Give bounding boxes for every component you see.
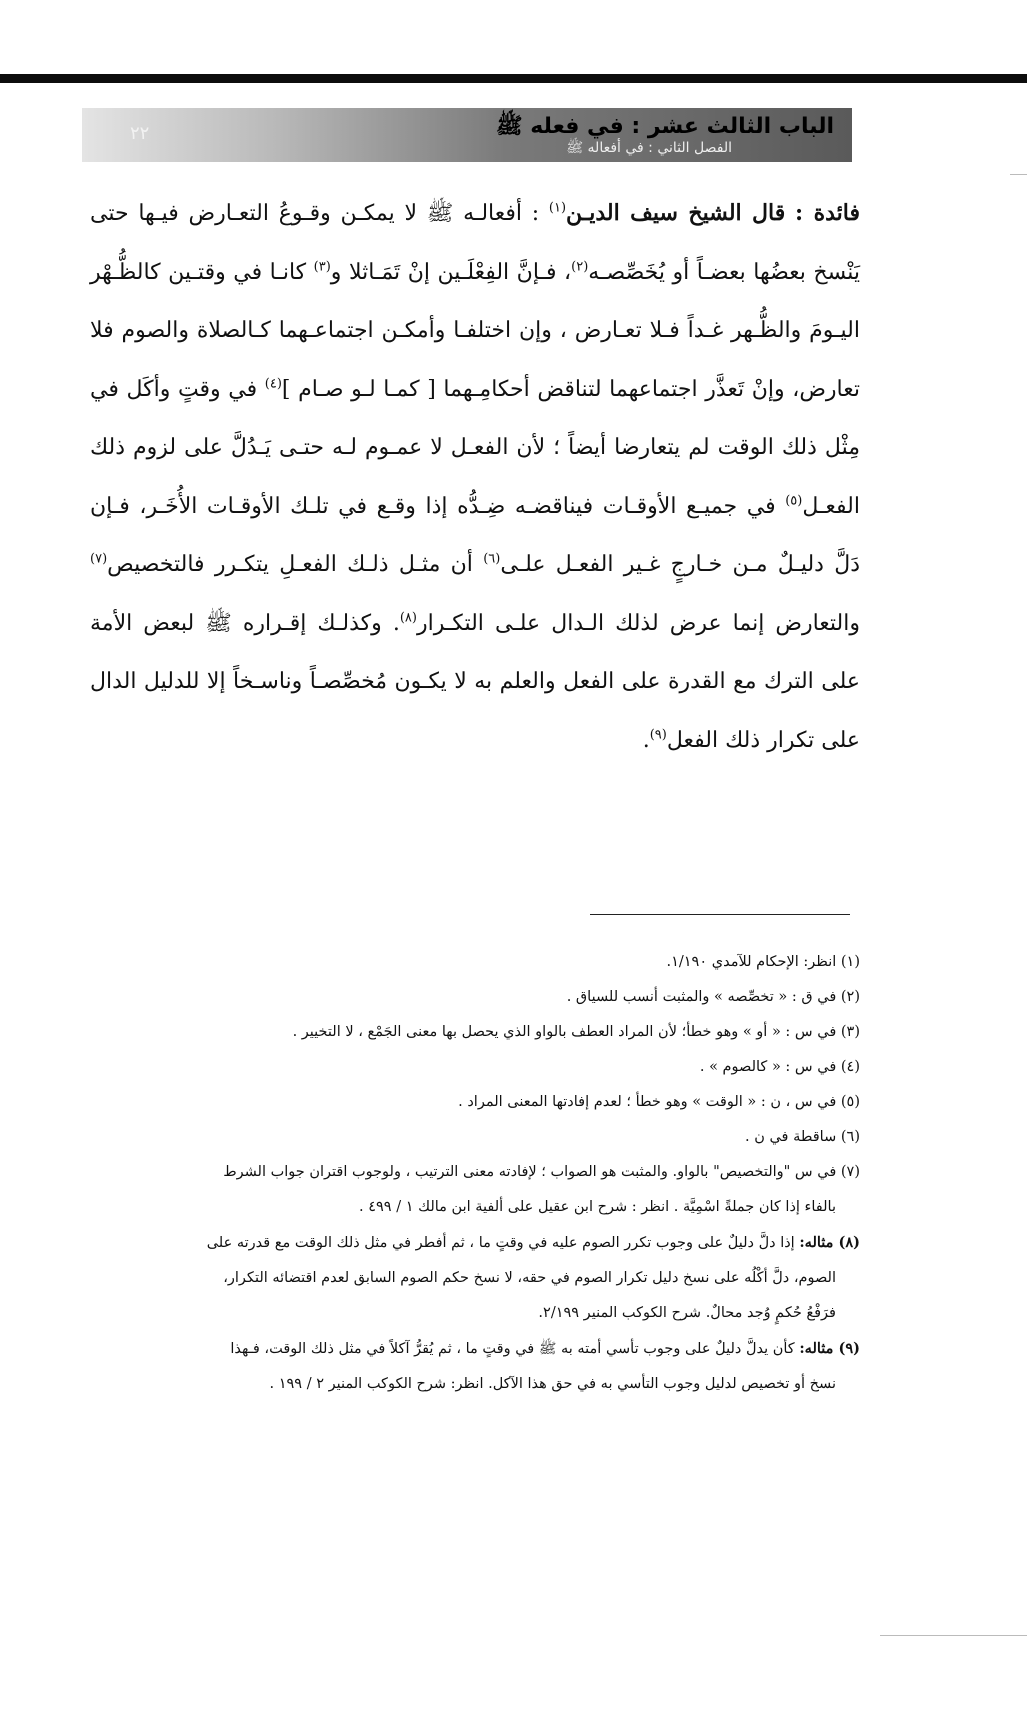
footnote-line: نسخ أو تخصيص لدليل وجوب التأسي به في حق هذا الآكل. انظر: شرح الكوكب المنير ٢ / ١٩٩ .: [269, 1376, 836, 1392]
chapter-title: الباب الثالث عشر : في فعله ﷺ: [496, 114, 834, 139]
footnote-ref: (٦): [483, 551, 501, 567]
footnote-ref: (٢): [571, 259, 589, 275]
footnote-line: الصوم، دلَّ أكْلُه على نسخ دليل تكرار الصوم في حقه، لا نسخ حكم الصوم السابق لعدم اقتضائه التكرار،: [223, 1270, 836, 1286]
footnote-2: (٢) في ق : « تخصِّصه » والمثبت أنسب للسياق .: [566, 989, 860, 1005]
footnote-label: (٨) مثاله:: [799, 1234, 860, 1251]
footnote-6: (٦) ساقطة في ن .: [744, 1129, 860, 1145]
footnote-ref: (٨): [399, 610, 417, 626]
footnote-ref: (٧): [90, 551, 108, 567]
footnote-ref: (٩): [649, 727, 667, 743]
text-run: : أفعالـه ﷺ لا يمكـن وقـوعُ التعـارض فيـها حتى يَنْسخ بعضُها بعضـاً أو يُخَصِّصـه: [90, 201, 861, 285]
running-header: [82, 108, 852, 162]
text-run: .: [642, 727, 650, 753]
section-title: الفصل الثاني : في أفعاله ﷺ: [566, 140, 732, 156]
text-run: كانـا في وقتـين كالظُّـهْر اليـومَ والظُّـهر غـداً فـلا تعـارض ، وإن اختلفـا وأمكـن اجتماعـهما كـالصلاة والصوم فلا تعارض، وإنْ تَعذَّر اجتماعهما لتناقض أحكامِـهما [ كمـا لـو صـام ]: [90, 259, 860, 402]
page-number: ٢٢: [130, 123, 150, 144]
speaker-name: قال الشيخ سيف الديـن: [566, 200, 786, 226]
text-run: في جميـع الأوقـات فيناقضـه ضِـدُّه إذا وقـع في تلـك الأوقـات الأُخَـر، فـإن دَلَّ دليـلٌ مـن خـارجٍ غـير الفعـل علـى: [90, 493, 861, 577]
footnote-7: [90, 1155, 860, 1225]
margin-mark: [1010, 174, 1027, 175]
footnote-ref: (٣): [313, 259, 331, 275]
text-run: . وكذلـك إقـراره ﷺ لبعض الأمة على الترك مع القدرة على الفعل والعلم به لا يكـون مُخصِّصـاً وناسـخاً إلا للدليل الدال على تكرار ذلك الفعل: [90, 610, 860, 753]
keyword-label: فائدة :: [795, 200, 860, 226]
footnote-4: (٤) في س : « كالصوم » .: [699, 1059, 860, 1075]
footnote-ref: (١): [548, 200, 567, 216]
footnote-5: (٥) في س ، ن : « الوقت » وهو خطأ ؛ لعدم إفادتها المعنى المراد .: [458, 1094, 860, 1110]
footnote-8: [90, 1225, 860, 1331]
top-rule: [0, 74, 1027, 83]
footnote-line: فرَفْعُ حُكمٍ وُجد محالٌ. شرح الكوكب المنير ٢/١٩٩.: [538, 1305, 836, 1321]
footnote-line: (٧) في س "والتخصيص" بالواو. والمثبت هو الصواب ؛ لإفادته معنى الترتيب ، ولوجوب اقتران جواب الشرط: [223, 1164, 860, 1180]
footnote-9: [90, 1331, 860, 1402]
text-run: أن مثـل ذلـك الفعـلِ يتكـرر فالتخصيص: [107, 552, 473, 577]
main-paragraph: [90, 184, 860, 770]
bottom-rule: [880, 1635, 1027, 1636]
footnotes: [90, 945, 860, 1402]
footnote-line: كأن يدلَّ دليلٌ على وجوب تأسي أمته به ﷺ في وقتٍ ما ، ثم يُقرُّ آكلاً في مثل ذلك الوقت، فـهذا: [230, 1341, 795, 1357]
footnote-label: (٩) مثاله:: [799, 1340, 860, 1357]
text-run: ، فـإنَّ الفِعْلَـين إنْ تَمَـاثلا و: [330, 259, 572, 285]
footnote-line: إذا دلَّ دليلٌ على وجوب تكرر الصوم عليه في وقتٍ ما ، ثم أفطر في مثل ذلك الوقت مع قدرته على: [206, 1235, 795, 1251]
text-run: والتعارض إنما عرض لذلك الـدال علـى التكـرار: [416, 610, 860, 636]
text-run: في وقتٍ وأكَل في مِثْل ذلك الوقت لم يتعارضا أيضاً ؛ لأن الفعـل لا عمـوم لـه حتـى يَـدُلَّ على لزوم ذلك الفعـل: [90, 376, 860, 519]
footnote-line: بالفاء إذا كان جملةً اسْمِيَّة . انظر : شرح ابن عقيل على ألفية ابن مالك ١ / ٤٩٩ .: [359, 1199, 836, 1215]
footnote-ref: (٥): [785, 493, 803, 509]
footnote-3: (٣) في س : « أو » وهو خطأ؛ لأن المراد العطف بالواو الذي يحصل بها معنى الجَمْع ، لا التخيير .: [292, 1024, 860, 1040]
footnote-1: (١) انظر: الإحكام للآمدي ١/١٩٠.: [666, 954, 860, 970]
footnote-ref: (٤): [264, 376, 282, 392]
footnote-separator: [590, 914, 850, 915]
